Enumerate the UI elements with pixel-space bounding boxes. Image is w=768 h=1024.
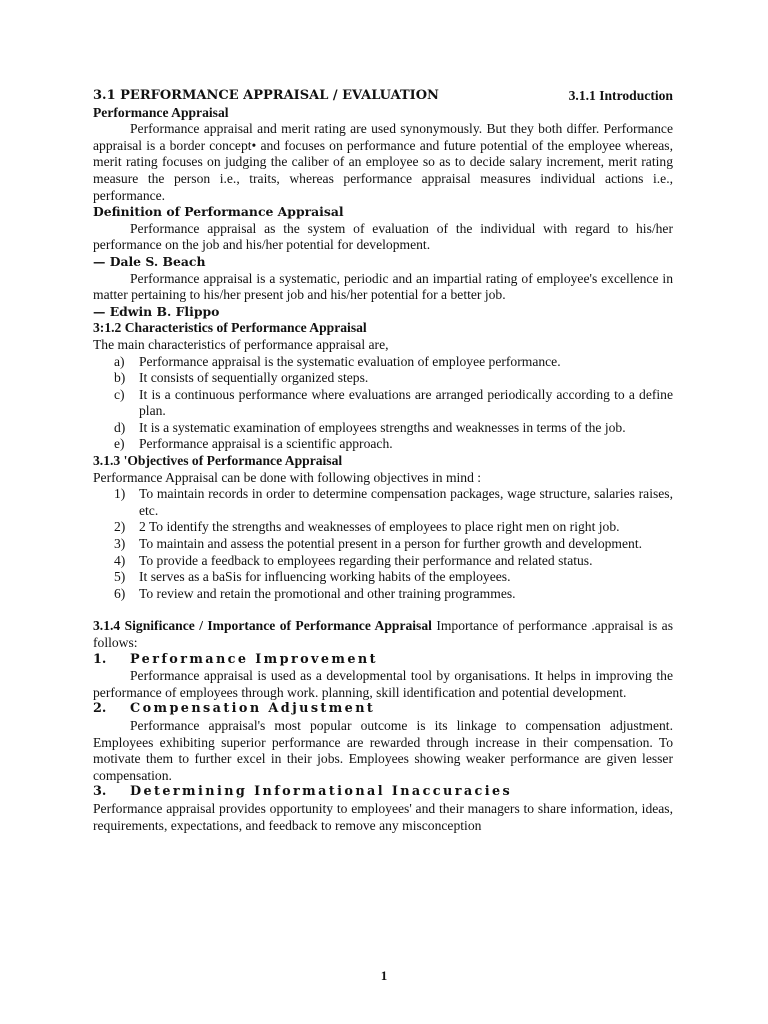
definition-1-author: — Dale S. Beach <box>93 253 206 269</box>
objectives-list <box>93 486 673 602</box>
main-heading <box>93 88 673 105</box>
objectives-intro: Performance Appraisal can be done with following objectives in mind : <box>93 469 482 485</box>
section-3-body: Performance appraisal provides opportunity to employees' and their managers to share information, ideas, requirements, expectations, and feedback to remove any misconception <box>93 800 673 833</box>
heading-line2: Performance Appraisal <box>93 104 229 120</box>
heading-right: 3.1.1 Introduction <box>568 88 673 103</box>
page-number: 1 <box>380 968 388 983</box>
list-item: b) It consists of sequentially organized steps. <box>114 370 369 386</box>
section-2-title: 2. Compensation Adjustment <box>93 701 376 717</box>
intro-paragraph: Performance appraisal and merit rating are used synonymously. But they both differ. Performance appraisal is a border concept• and focuses on performance and future potential of the employee whereas, merit rating focuses on judging the caliber of an employee so as to decide salary increment, merit rating measure the person i.e., traits, whereas performance appraisal measures individual actions i.e., performance. <box>93 121 673 203</box>
definition-1: Performance appraisal as the system of evaluation of the individual with regard to his/her performance on the job and his/her potential for development. <box>93 220 673 253</box>
list-item: c) It is a continuous performance where evaluations are arranged periodically according to a define plan. <box>114 386 673 419</box>
characteristics-heading: 3:1.2 Characteristics of Performance Appraisal <box>93 320 367 336</box>
list-item: 6) To review and retain the promotional and other training programmes. <box>114 585 516 601</box>
list-item: a) Performance appraisal is the systematic evaluation of employee performance. <box>114 353 561 369</box>
list-item: 5) It serves as a baSis for influencing working habits of the employees. <box>114 569 511 585</box>
list-item: 1) To maintain records in order to determine compensation packages, wage structure, salaries raises, etc. <box>114 486 673 518</box>
section-3-title: 3. Determining Informational Inaccuracies <box>93 784 513 800</box>
heading-left: 3.1 PERFORMANCE APPRAISAL / EVALUATION <box>93 88 439 103</box>
section-1-body: Performance appraisal is used as a developmental tool by organisations. It helps in improving the performance of employees through work. planning, skill identification and potential development. <box>93 668 673 700</box>
section-2-body: Performance appraisal's most popular outcome is its linkage to compensation adjustment. Employees exhibiting superior performance are rewarded through increase in their compensation. To motivate them to further excel in their jobs. Employees showing weaker performance are given lesser compensation. <box>93 717 673 783</box>
characteristics-list <box>93 354 673 454</box>
characteristics-intro: The main characteristics of performance appraisal are, <box>93 336 389 352</box>
objectives-heading: 3.1.3 'Objectives of Performance Appraisal <box>93 453 343 469</box>
list-item: d) It is a systematic examination of employees strengths and weaknesses in terms of the job. <box>114 419 626 435</box>
definition-2-author: — Edwin B. Flippo <box>93 303 220 319</box>
definition-heading: Definition of Performance Appraisal <box>93 204 344 220</box>
list-item: 3) To maintain and assess the potential present in a person for further growth and development. <box>114 536 643 552</box>
significance-heading: 3.1.4 Significance / Importance of Performance Appraisal Importance of performance .appraisal is as follows: <box>93 618 673 650</box>
list-item: 4) To provide a feedback to employees regarding their performance and related status. <box>114 552 593 568</box>
section-1-title: 1. Performance Improvement <box>93 651 378 667</box>
definition-2: Performance appraisal is a systematic, periodic and an impartial rating of employee's excellence in matter pertaining to his/her present job and his/her potential for a better job. <box>93 270 673 303</box>
spacer <box>93 602 673 618</box>
list-item: e) Performance appraisal is a scientific approach. <box>114 436 393 452</box>
list-item: 2) 2 To identify the strengths and weaknesses of employees to place right men on right job. <box>114 519 620 535</box>
